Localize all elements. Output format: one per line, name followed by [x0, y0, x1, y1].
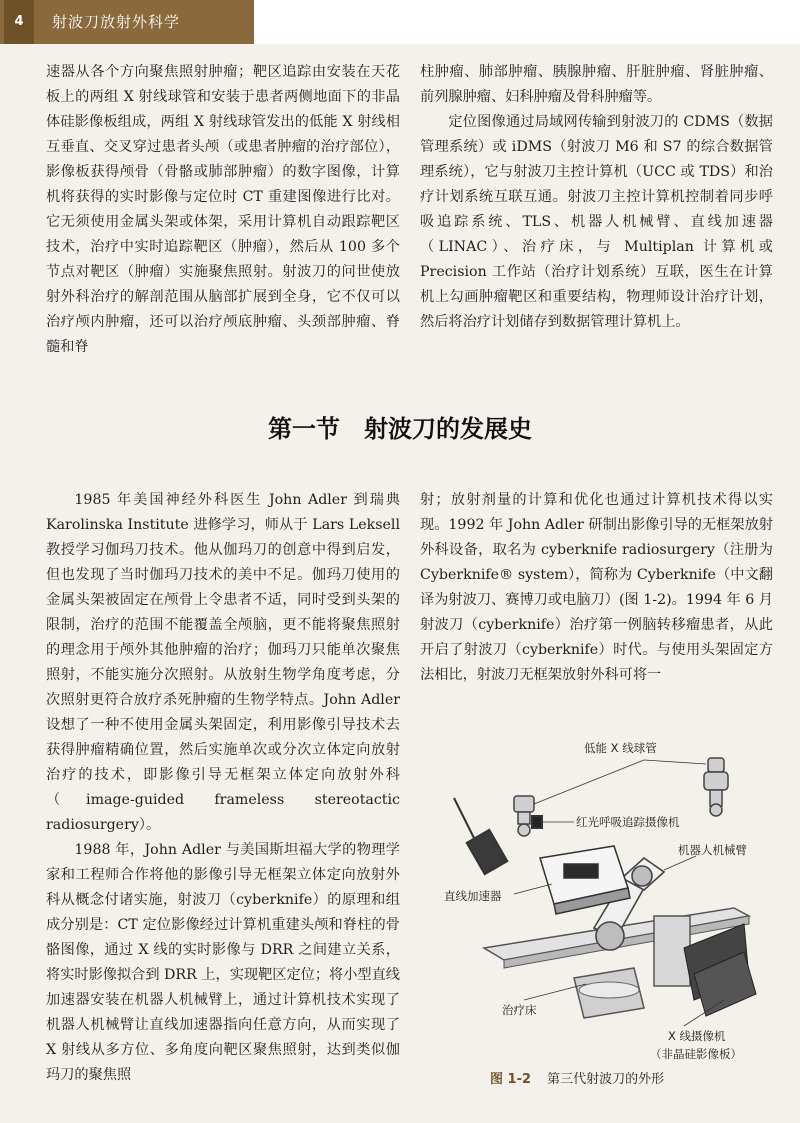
- label-linac: 直线加速器: [444, 889, 502, 903]
- section-title: 第一节 射波刀的发展史: [268, 415, 532, 443]
- robot-base: [574, 968, 644, 1018]
- text-column-4: [420, 488, 773, 688]
- paragraph: 1988 年，John Adler 与美国斯坦福大学的物理学家和工程师合作将他的影像引导无框架立体定向放射外科从概念付诸实施，射波刀（cyberknife）的原理和组成分别是：CT 定位影像经过计算机重建头颅和脊柱的骨骼图像，通过 X 线的实时影像与 DRR 之间建立关系，将实时影像拟合到 DRR 上，实现靶区定位；将小型直线加速器安装在机器人机械臂上，通过计算机技术实现了机器人机械臂让直线加速器指向任意方向，从而实现了 X 射线从多方位、多角度向靶区聚焦照射，达到类似伽玛刀的聚焦照: [46, 842, 400, 1083]
- text-column-3: [46, 488, 400, 1088]
- cyberknife-figure: [444, 738, 774, 1068]
- text-column-1: [46, 60, 400, 360]
- figure-caption: [490, 1068, 770, 1087]
- paragraph: 柱肿瘤、肺部肿瘤、胰腺肿瘤、肝脏肿瘤、肾脏肿瘤、前列腺肿瘤、妇科肿瘤及骨科肿瘤等。: [420, 64, 773, 105]
- label-camera: 红光呼吸追踪摄像机: [576, 815, 680, 829]
- paragraph: 速器从各个方向聚焦照射肿瘤；靶区追踪由安装在天花板上的两组 X 射线球管和安装于患者两侧地面下的非晶体硅影像板组成，两组 X 射线球管发出的低能 X 射线相互垂直、交叉穿过患者头颅（或患者肿瘤的治疗部位），影像板获得颅骨（骨骼或肺部肿瘤）的数字图像，计算机将获得的实时影像与定位时 CT 重建图像进行比对。它无须使用金属头架或体架，采用计算机自动跟踪靶区技术，治疗中实时追踪靶区（肿瘤），然后从 100 多个节点对靶区（肿瘤）实施聚焦照射。射波刀的问世使放射外科治疗的解剖范围从脑部扩展到全身，它不仅可以治疗颅内肿瘤，还可以治疗颅底肿瘤、头颈部肿瘤、脊髓和脊: [46, 64, 400, 355]
- label-detector: X 线摄像机: [668, 1029, 726, 1043]
- running-title: 射波刀放射外科学: [52, 13, 181, 31]
- label-xray-tube: 低能 X 线球管: [584, 741, 657, 755]
- paragraph: 1985 年美国神经外科医生 John Adler 到瑞典 Karolinska Institute 进修学习，师从于 Lars Leksell 教授学习伽玛刀技术。他从伽玛刀的创意中得到启发，但也发现了当时伽玛刀技术的美中不足。伽玛刀使用的金属头架被固定在颅骨上令患者不适，同时受到头架的限制，治疗的范围不能覆盖全颅脑，更不能将聚焦照射的理念用于颅外其他肿瘤的治疗；伽玛刀只能单次聚焦照射，不能实施分次照射。从放射生物学角度考虑，分次照射更符合放疗杀死肿瘤的生物学特点。John Adler 设想了一种不使用金属头架固定，利用影像引导技术去获得肿瘤精确位置，然后实施单次或分次立体定向放射治疗的技术，即影像引导无框架立体定向放射外科（image-guided frameless stereotactic radiosurgery）。: [46, 492, 400, 833]
- text-column-2: [420, 60, 773, 335]
- page-number: 4: [4, 0, 34, 44]
- label-robot-arm: 机器人机械臂: [678, 843, 747, 857]
- xray-tube-right: [704, 758, 728, 816]
- label-detector-sub: （非晶硅影像板）: [650, 1047, 742, 1061]
- page-header: [0, 0, 800, 44]
- label-couch: 治疗床: [502, 1003, 537, 1017]
- caption-text: 第三代射波刀的外形: [547, 1072, 665, 1087]
- caption-number: 图 1-2: [490, 1072, 532, 1087]
- paragraph: 射；放射剂量的计算和优化也通过计算机技术得以实现。1992 年 John Adler 研制出影像引导的无框架放射外科设备，取名为 cyberknife radiosurgery（注册为 Cyberknife® system），简称为 Cyberknife（中文翻译为射波刀、赛博刀或电脑刀）(图 1-2)。1994 年 6 月射波刀（cyberknife）治疗第一例脑转移瘤患者，从此开启了射波刀（cyberknife）时代。与使用头架固定方法相比，射波刀无框架放射外科可将一: [420, 492, 773, 683]
- paragraph: 定位图像通过局域网传输到射波刀的 CDMS（数据管理系统）或 iDMS（射波刀 M6 和 S7 的综合数据管理系统），它与射波刀主控计算机（UCC 或 TDS）和治疗计划系统互联互通。射波刀主控计算机控制着同步呼吸追踪系统、TLS、机器人机械臂、直线加速器（LINAC）、治疗床，与 Multiplan 计算机或 Precision 工作站（治疗计划系统）互联，医生在计算机上勾画肿瘤靶区和重要结构，物理师设计治疗计划，然后将治疗计划储存到数据管理计算机上。: [420, 114, 773, 330]
